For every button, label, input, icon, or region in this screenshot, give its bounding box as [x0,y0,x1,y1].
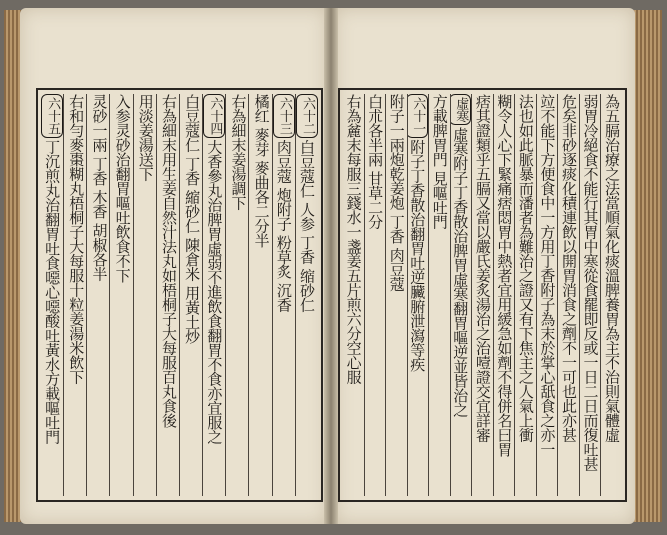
column-text: 入参灵砂治翻胃嘔吐飲食不下 [113,94,132,283]
column-text: 用淡姜湯送下 [136,94,155,181]
column-text: 糊令人心下緊痛痞悶胃中熱者宜用緩急如劑不得併名曰胃 [495,94,514,457]
section-number-label: 六十三 [273,94,295,138]
column-text: 白朮各半兩 甘草二分 [366,94,385,229]
left-page-column [156,94,179,496]
right-page-column [600,94,622,496]
left-page-column [133,94,156,496]
right-page-column [514,94,536,496]
right-page-column [428,94,450,496]
right-page-edges [632,10,662,522]
column-text: 附子丁香散治翻胃吐逆臟腑泄瀉等疾 [408,139,427,372]
right-page-column [407,94,429,496]
left-page-column [202,94,225,496]
column-text: 丁沉煎丸治翻胃吐食噁心噁酸吐黃水方載嘔吐門 [43,139,62,444]
column-text: 右和勻麥棗糊丸梧桐子大每服十粒姜湯米飲下 [67,94,86,384]
section-number-label: 六十五 [41,94,63,138]
column-text: 附子一兩炮乾姜炮 丁香 肉豆蔻 [387,94,406,292]
right-text-frame [338,88,627,502]
column-text: 橘红 麥芽 麥曲各二分半 [252,94,271,248]
column-text: 大香參丸治脾胃虛弱不進飲食翻胃不食亦宜服之 [205,139,224,444]
section-number-label: 六十一 [407,94,429,138]
section-number-label: 六十四 [203,94,225,138]
left-page-column [225,94,248,496]
column-text: 灵砂一兩 丁香 木香 胡椒各半 [90,94,109,281]
right-page-column [536,94,558,496]
column-text: 虛寒附子丁香散治脾胃虛寒翻胃嘔逆並皆治之 [451,127,470,417]
left-page-column [41,94,63,496]
column-text: 方載脾胃門 見嘔吐門 [430,94,449,229]
left-page-column [109,94,132,496]
column-text: 右為細末用生姜自然汁法丸如梧桐子大每服百丸食後 [159,94,178,428]
column-text: 為五膈治療之法當順氣化痰溫脾養胃為主不治則氣體虛 [603,94,621,442]
column-text: 肉豆蔻 炮附子 粉草炙 沉香 [274,139,293,312]
column-text: 危矣非砂逐痰化積連飲以開胃消食之劑不一可也此亦甚 [559,94,578,442]
left-page-column [86,94,109,496]
right-page-column [343,94,364,496]
column-text: 白豆蔻仁 丁香 縮砂仁 陳倉米 用黃土炒 [183,94,202,344]
right-page-column [557,94,579,496]
left-text-frame [36,88,323,502]
column-text: 弱胃冷絕食不能行其胃中寒從食罷即反或一日二日而復吐甚 [581,94,600,471]
section-number-label: 六十二 [296,94,318,138]
section-number-label: 虛寒 [450,94,472,125]
book-gutter [324,8,338,524]
column-text: 右為麄末每服三錢水一盞姜五片煎六分空心服 [344,94,363,384]
left-page-column [272,94,295,496]
right-page-column [364,94,386,496]
right-page-column [471,94,493,496]
column-text: 法也如此脈暴而潘者為難治之證又有下焦主之人氣上衝 [516,94,535,442]
column-text: 白豆蔻仁 人参 丁香 缩砂仁 [298,139,316,312]
right-page-column [579,94,601,496]
column-text: 竝不能下方便食中一方用丁香附子為末於掌心舐食之亦一 [538,94,557,457]
left-page-column [63,94,86,496]
left-page-column [179,94,202,496]
left-page-column [248,94,271,496]
column-text: 痞其證類乎五膈又當以嚴氏姜炙湯治之治噎證交宜詳審 [473,94,492,442]
right-page-column [493,94,515,496]
right-page-column [450,94,472,496]
left-page-column [295,94,318,496]
column-text: 右為細末姜湯調下 [229,94,248,210]
right-page-column [385,94,407,496]
